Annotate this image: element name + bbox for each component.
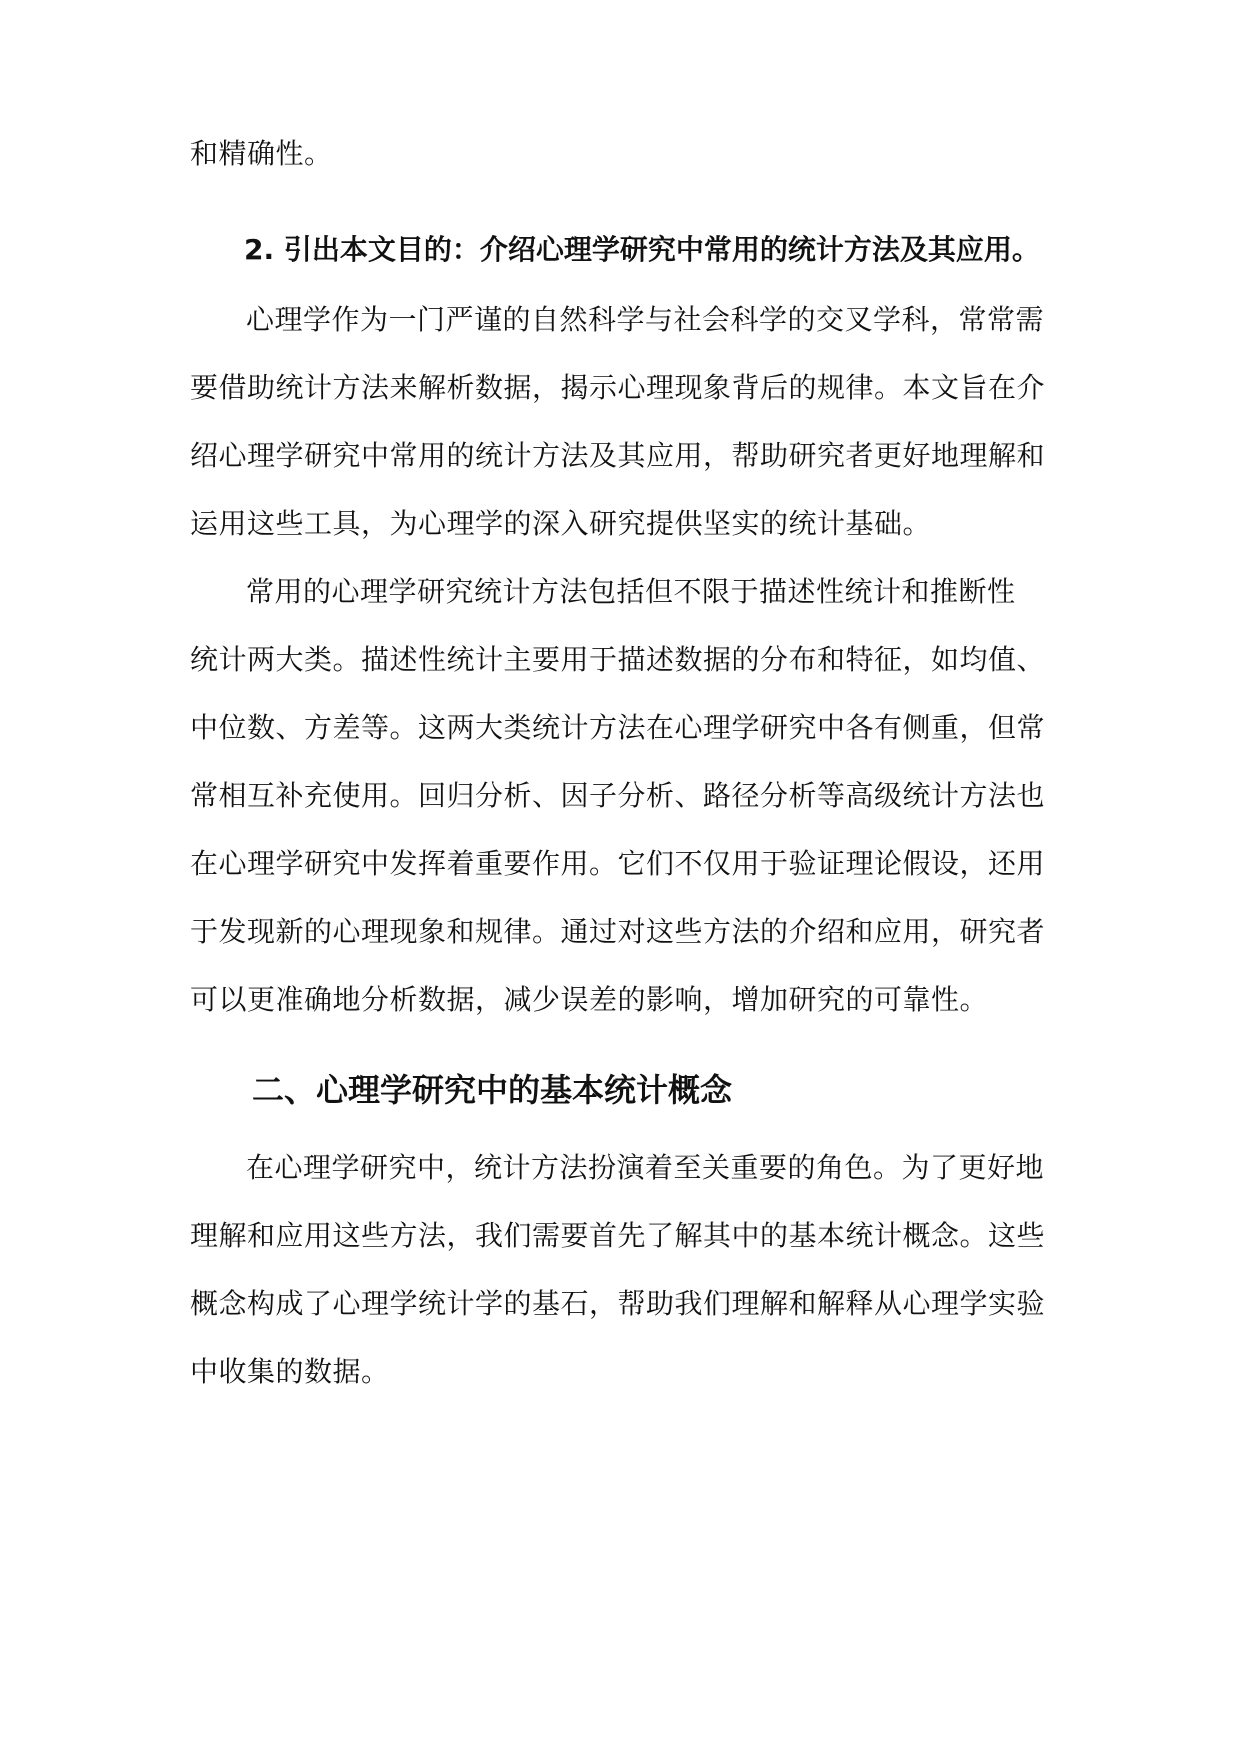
- section-title: 二、心理学研究中的基本统计概念: [252, 1071, 733, 1109]
- paragraph3-line: 理解和应用这些方法，我们需要首先了解其中的基本统计概念。这些: [190, 1219, 1046, 1252]
- paragraph2-line: 在心理学研究中发挥着重要作用。它们不仅用于验证理论假设，还用: [190, 847, 1046, 880]
- paragraph1-line: 心理学作为一门严谨的自然科学与社会科学的交叉学科，常常需: [246, 303, 1045, 336]
- paragraph3-line: 在心理学研究中，统计方法扮演着至关重要的角色。为了更好地: [246, 1151, 1045, 1184]
- paragraph1-line: 要借助统计方法来解析数据，揭示心理现象背后的规律。本文旨在介: [190, 371, 1046, 404]
- paragraph2-line: 于发现新的心理现象和规律。通过对这些方法的介绍和应用，研究者: [190, 915, 1046, 948]
- paragraph2-line: 常相互补充使用。回归分析、因子分析、路径分析等高级统计方法也: [190, 779, 1046, 812]
- paragraph2-line: 常用的心理学研究统计方法包括但不限于描述性统计和推断性: [246, 575, 1016, 608]
- intro-continuation: 和精确性。: [190, 137, 333, 170]
- paragraph2-line: 中位数、方差等。这两大类统计方法在心理学研究中各有侧重，但常: [190, 711, 1046, 744]
- subheading-purpose: 2. 引出本文目的：介绍心理学研究中常用的统计方法及其应用。: [244, 233, 1040, 266]
- paragraph2-line: 统计两大类。描述性统计主要用于描述数据的分布和特征，如均值、: [190, 643, 1046, 676]
- paragraph3-line: 中收集的数据。: [190, 1355, 390, 1388]
- paragraph3-line: 概念构成了心理学统计学的基石，帮助我们理解和解释从心理学实验: [190, 1287, 1046, 1320]
- paragraph1-line: 运用这些工具，为心理学的深入研究提供坚实的统计基础。: [190, 507, 932, 540]
- paragraph1-line: 绍心理学研究中常用的统计方法及其应用，帮助研究者更好地理解和: [190, 439, 1046, 472]
- paragraph2-line: 可以更准确地分析数据，减少误差的影响，增加研究的可靠性。: [190, 983, 989, 1016]
